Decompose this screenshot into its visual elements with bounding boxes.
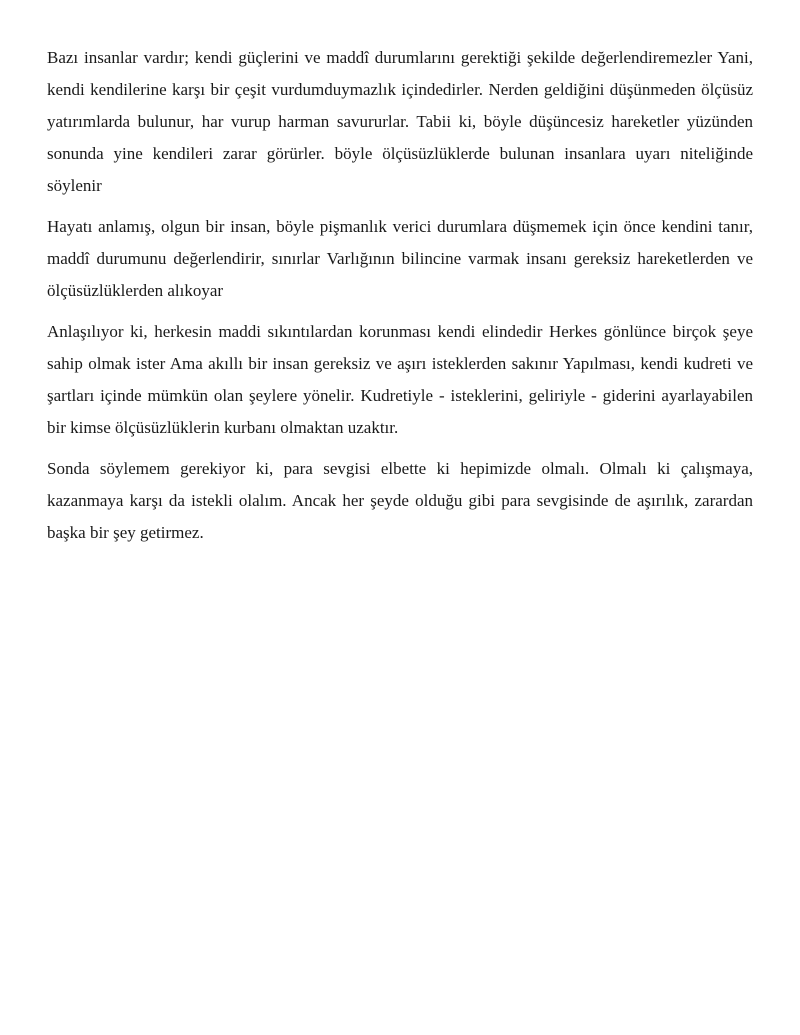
paragraph-3: Anlaşılıyor ki, herkesin maddi sıkıntılardan korunması kendi elindedir Herkes gönlünce birçok şeye sahip olmak ister Ama akıllı bir insan gereksiz ve aşırı isteklerden sakınır Yapılması, kendi kudreti ve şartları içinde mümkün olan şeylere yönelir. Kudretiyle - isteklerini, geliriyle - giderini ayarlayabilen bir kimse ölçüsüzlüklerin kurbanı olmaktan uzaktır. [47, 322, 753, 437]
paragraph-2: Hayatı anlamış, olgun bir insan, böyle pişmanlık verici durumlara düşmemek için önce kendini tanır, maddî durumunu değerlendirir, sınırlar Varlığının bilincine varmak insanı gereksiz hareketlerden ve ölçüsüzlüklerden alıkoyar [47, 217, 753, 300]
document-body [47, 42, 753, 558]
paragraph-4: Sonda söylemem gerekiyor ki, para sevgisi elbette ki hepimizde olmalı. Olmalı ki çalışmaya, kazanmaya karşı da istekli olalım. Ancak her şeyde olduğu gibi para sevgisinde de aşırılık, zarardan başka bir şey getirmez. [47, 459, 753, 542]
paragraph-1: Bazı insanlar vardır; kendi güçlerini ve maddî durumlarını gerektiği şekilde değerlendiremezler Yani, kendi kendilerine karşı bir çeşit vurdumduymazlık içindedirler. Nerden geldiğini düşünmeden ölçüsüz yatırımlarda bulunur, har vurup harman savururlar. Tabii ki, böyle düşüncesiz hareketler yüzünden sonunda yine kendileri zarar görürler. böyle ölçüsüzlüklerde bulunan insanlara uyarı niteliğinde söylenir [47, 48, 753, 195]
